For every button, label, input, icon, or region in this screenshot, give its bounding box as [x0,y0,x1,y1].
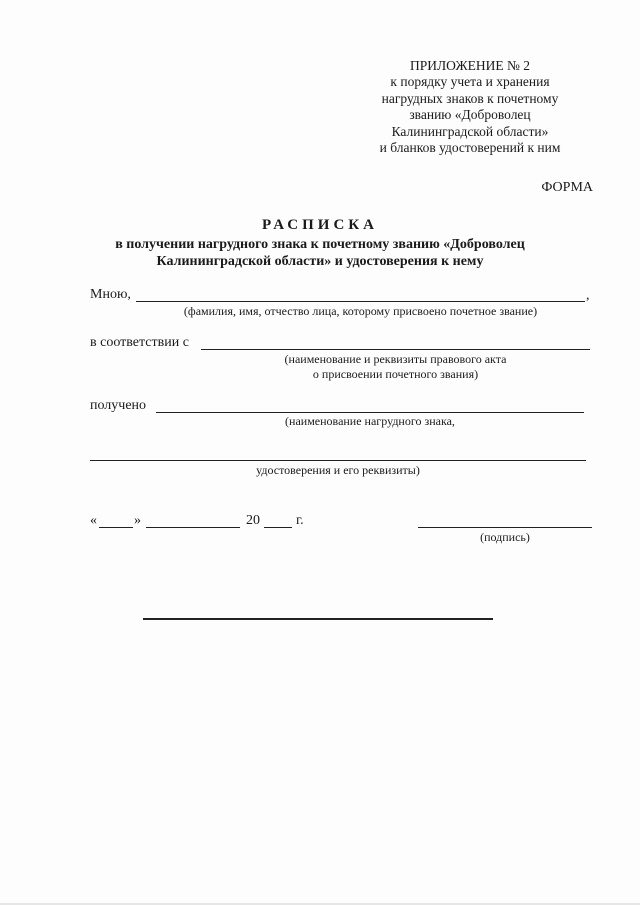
legal-act-hint-line-1: (наименование и реквизиты правового акта [284,352,507,366]
year-field-line[interactable] [264,527,292,528]
certificate-field-line[interactable] [90,460,586,461]
month-field-line[interactable] [146,527,240,528]
badge-name-hint: (наименование нагрудного знака, [285,414,455,428]
day-field-line[interactable] [99,527,133,528]
fio-hint: (фамилия, имя, отчество лица, которому присвоено почетное звание) [183,304,538,318]
document-subtitle-line-2: Калининградской области» и удостоверения к нему [156,254,484,269]
year-suffix: г. [296,513,304,528]
signature-field-line[interactable] [418,527,592,528]
date-close-quote: » [134,513,141,528]
appendix-line: нагрудных знаков к почетному [381,90,559,106]
form-label: ФОРМА [541,180,593,195]
badge-name-field-line[interactable] [156,412,584,413]
document-subtitle-line-1: в получении нагрудного знака к почетному званию «Доброволец [115,237,525,252]
appendix-line: званию «Доброволец [409,107,531,123]
appendix-line: и бланков удостоверений к ним [379,140,561,156]
legal-act-field-line[interactable] [201,349,590,350]
year-prefix: 20 [246,513,260,528]
received-label: получено [90,398,147,413]
date-open-quote: « [90,513,97,528]
document-title: РАСПИСКА [261,217,379,233]
certificate-hint: удостоверения и его реквизиты) [256,463,420,477]
appendix-line: ПРИЛОЖЕНИЕ № 2 [409,58,531,73]
bottom-divider [143,618,493,620]
legal-act-hint-line-2: о присвоении почетного звания) [312,367,479,381]
appendix-line: Калининградской области» [391,123,549,139]
signature-hint: (подпись) [480,530,530,544]
fio-field-line[interactable] [136,301,585,302]
mnoyu-label: Мною, [90,287,131,302]
appendix-block [340,58,600,156]
accordance-label: в соответствии с [90,335,189,350]
appendix-line: к порядку учета и хранения [390,74,550,90]
fio-trailing-comma: , [586,288,590,303]
